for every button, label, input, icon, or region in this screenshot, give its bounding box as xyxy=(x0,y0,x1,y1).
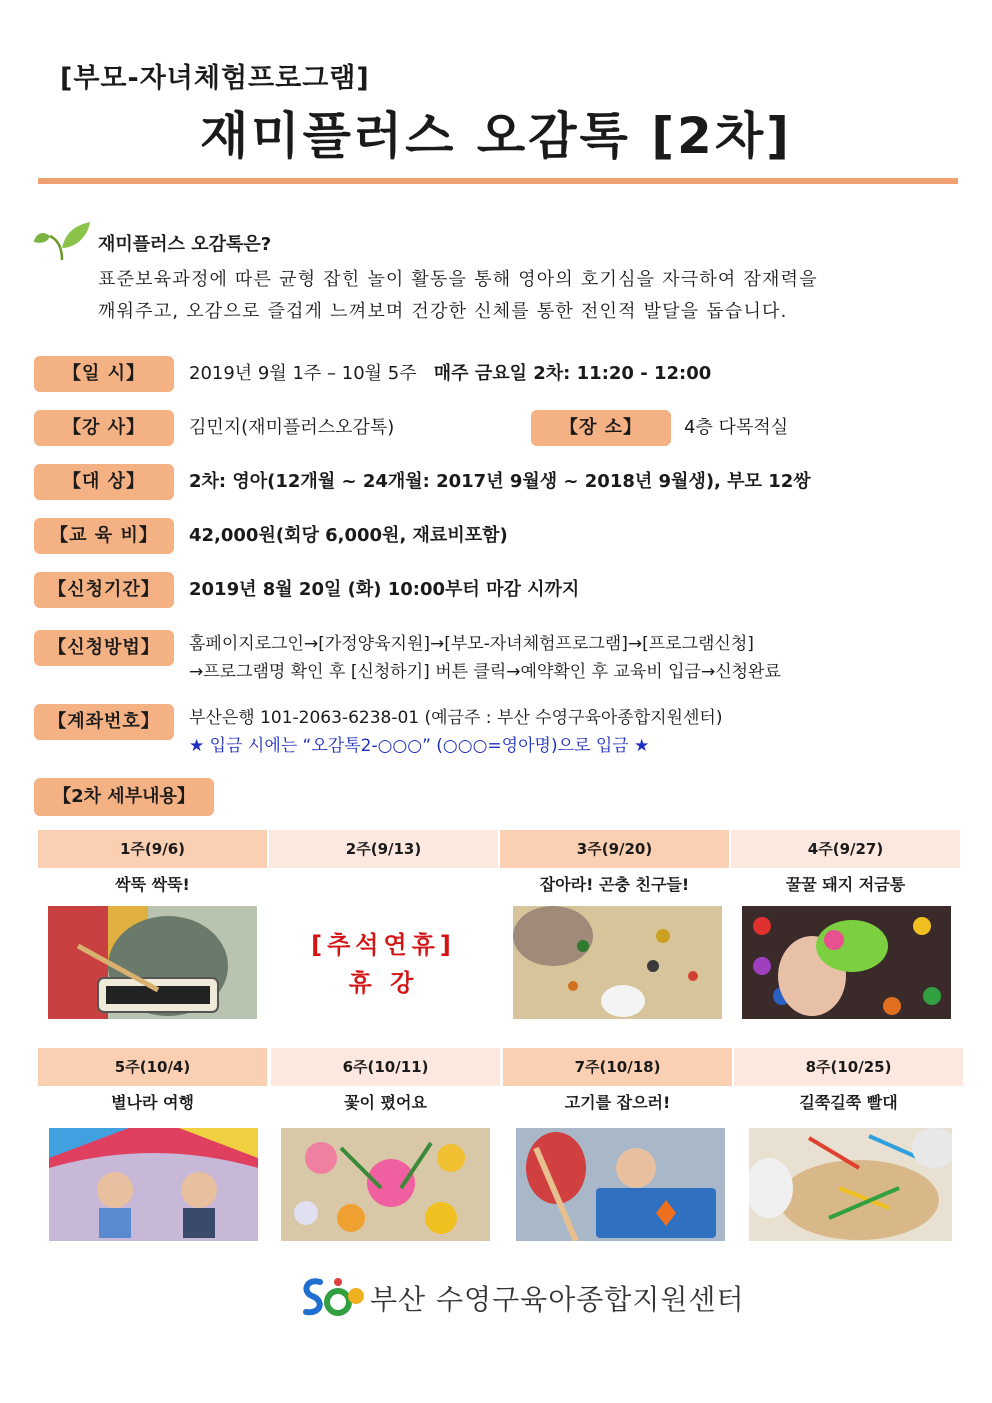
schedule-value xyxy=(189,356,711,392)
week4-photo xyxy=(742,906,951,1019)
holiday-notice xyxy=(269,926,498,1002)
week8-photo xyxy=(749,1128,952,1241)
title-divider xyxy=(38,178,958,184)
holiday-line: [추석연휴] xyxy=(311,931,456,959)
target-label: 【대 상】 xyxy=(34,464,174,500)
details-section-label: 【2차 세부내용】 xyxy=(34,778,214,816)
week-header: 6주(10/11) xyxy=(271,1048,500,1086)
week-header: 4주(9/27) xyxy=(731,830,960,868)
week-header: 8주(10/25) xyxy=(734,1048,963,1086)
week-header: 1주(9/6) xyxy=(38,830,267,868)
intro-text xyxy=(98,264,918,328)
sprout-leaf-icon xyxy=(32,218,92,262)
holiday-line: 휴 강 xyxy=(348,969,419,997)
org-name: 부산 수영구육아종합지원센터 xyxy=(370,1283,745,1316)
period-value: 2019년 8월 20일 (화) 10:00부터 마감 시까지 xyxy=(189,579,580,600)
intro-heading: 재미플러스 오감톡은? xyxy=(98,234,272,255)
account-line: 부산은행 101-2063-6238-01 (예금주 : 부산 수영구육아종합지원센터) xyxy=(189,708,723,728)
week5-photo xyxy=(49,1128,258,1241)
week-title: 별나라 여행 xyxy=(111,1093,194,1112)
method-line: →프로그램명 확인 후 [신청하기] 버튼 클릭→예약확인 후 교육비 입금→신청완료 xyxy=(189,662,781,682)
week-title: 고기를 잡으러! xyxy=(564,1093,671,1112)
instructor-value: 김민지(재미플러스오감톡) xyxy=(189,417,395,438)
week-title: 길쭉길쭉 빨대 xyxy=(799,1093,898,1112)
deposit-note: ★ 입금 시에는 “오감톡2-○○○” (○○○=영아명)으로 입금 ★ xyxy=(189,736,650,756)
period-label: 【신청기간】 xyxy=(34,572,174,608)
fee-value: 42,000원(회당 6,000원, 재료비포함) xyxy=(189,525,508,546)
week-title: 잡아라! 곤충 친구들! xyxy=(539,875,690,894)
page-title: 재미플러스 오감톡 [2차] xyxy=(199,107,792,165)
target-value: 2차: 영아(12개월 ~ 24개월: 2017년 9월생 ~ 2018년 9월생), 부모 12쌍 xyxy=(189,471,811,492)
method-value xyxy=(189,630,781,686)
week-header: 5주(10/4) xyxy=(38,1048,267,1086)
week-title: 꿀꿀 돼지 저금통 xyxy=(785,875,906,894)
place-value: 4층 다목적실 xyxy=(684,417,789,438)
method-label: 【신청방법】 xyxy=(34,630,174,666)
schedule-dates: 2019년 9월 1주 – 10월 5주 xyxy=(189,363,417,384)
place-label: 【장 소】 xyxy=(531,410,671,446)
program-category: [부모-자녀체험프로그램] xyxy=(60,63,370,94)
intro-line: 표준보육과정에 따른 균형 잡힌 놀이 활동을 통해 영아의 호기심을 자극하여 잠재력을 xyxy=(98,269,818,290)
account-value xyxy=(189,704,722,760)
week-title: 싹뚝 싹뚝! xyxy=(115,875,190,894)
week1-photo xyxy=(48,906,257,1019)
method-line: 홈페이지로그인→[가정양육지원]→[부모-자녀체험프로그램]→[프로그램신청] xyxy=(189,634,754,654)
instructor-label: 【강 사】 xyxy=(34,410,174,446)
schedule-time: 매주 금요일 2차: 11:20 - 12:00 xyxy=(433,363,712,384)
week3-photo xyxy=(513,906,722,1019)
week7-photo xyxy=(516,1128,725,1241)
week6-photo xyxy=(281,1128,490,1241)
schedule-label: 【일 시】 xyxy=(34,356,174,392)
account-label: 【계좌번호】 xyxy=(34,704,174,740)
org-logo-icon xyxy=(298,1274,366,1318)
week-header: 3주(9/20) xyxy=(500,830,729,868)
fee-label: 【교 육 비】 xyxy=(34,518,174,554)
week-header: 7주(10/18) xyxy=(503,1048,732,1086)
week-title: 꽃이 폈어요 xyxy=(344,1093,427,1112)
intro-line: 깨워주고, 오감으로 즐겁게 느껴보며 건강한 신체를 통한 전인적 발달을 돕습니다. xyxy=(98,301,788,322)
week-header: 2주(9/13) xyxy=(269,830,498,868)
